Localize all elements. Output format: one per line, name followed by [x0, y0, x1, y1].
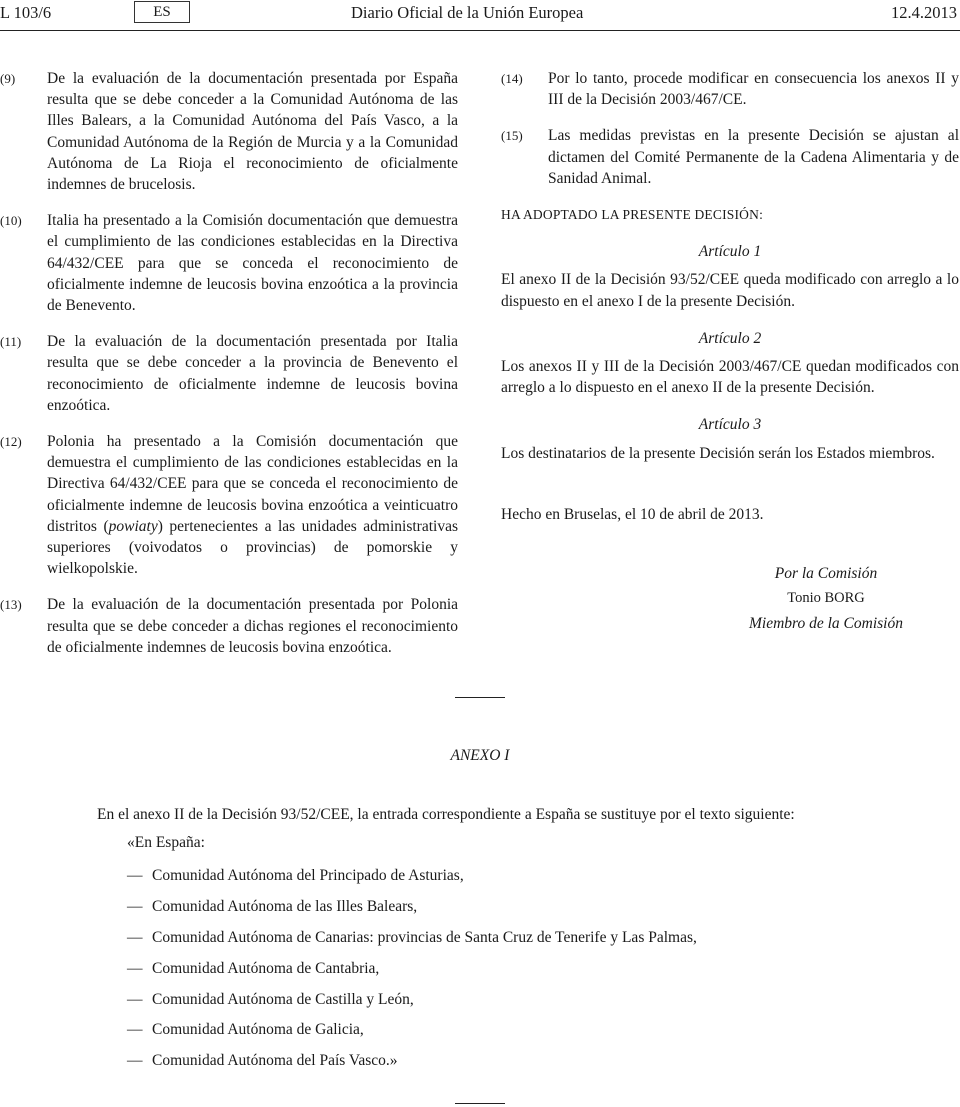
annex-list	[97, 865, 947, 1071]
recital-number: (15)	[501, 128, 523, 144]
recital-number: (9)	[0, 71, 16, 86]
recital-text-italic: powiaty	[108, 517, 158, 535]
dash-marker: —	[127, 990, 143, 1008]
list-item	[127, 927, 947, 948]
article-text: Los destinatarios de la presente Decisión serán los Estados miembros.	[501, 444, 935, 462]
recital	[0, 594, 458, 658]
article-text: El anexo II de la Decisión 93/52/CEE queda modificado con arreglo a lo dispuesto en el anexo I de la presente Decisión.	[501, 271, 959, 310]
recital-number: (14)	[501, 71, 523, 86]
list-item-text: Comunidad Autónoma de Galicia,	[152, 1021, 364, 1039]
recital-number: (13)	[0, 597, 22, 613]
signatory-name: Tonio BORG	[787, 590, 865, 607]
list-item	[127, 865, 947, 886]
recital-text: Por lo tanto, procede modificar en consecuencia los anexos II y III de la Decisión 2003/467/CE.	[548, 70, 959, 109]
annex-title: ANEXO I	[450, 747, 510, 764]
recital-number: (12)	[0, 434, 22, 450]
header-rule	[0, 30, 960, 31]
language-badge: ES	[134, 1, 190, 23]
done-at-line: Hecho en Bruselas, el 10 de abril de 2013.	[501, 505, 764, 523]
recital	[501, 68, 959, 110]
list-item	[127, 896, 947, 917]
right-column	[501, 68, 959, 635]
list-item-text: Comunidad Autónoma de Canarias: provincias de Santa Cruz de Tenerife y Las Palmas,	[152, 928, 697, 946]
list-item	[127, 1050, 947, 1071]
recital-text: De la evaluación de la documentación presentada por Italia resulta que se debe conceder a la provincia de Benevento el reconocimiento de oficialmente indemne de leucosis bovina enzoótica.	[47, 333, 458, 414]
list-item-text: Comunidad Autónoma del País Vasco.»	[152, 1052, 398, 1070]
list-item	[127, 958, 947, 979]
annex-lead: «En España:	[127, 834, 205, 851]
recital-text: De la evaluación de la documentación presentada por Polonia resulta que se debe conceder a dichas regiones el reconocimiento de oficialmente indemnes de leucosis bovina enzoótica.	[47, 596, 458, 656]
list-item-text: Comunidad Autónoma del Principado de Asturias,	[152, 867, 464, 884]
dash-marker: —	[127, 1052, 143, 1070]
list-item-text: Comunidad Autónoma de Castilla y León,	[152, 990, 414, 1008]
recital-text-part: ) pertenecientes a las unidades administrativas superiores (voivodatos o provincias) de pomorskie y wielkopolskie.	[47, 517, 458, 578]
signatory-role: Miembro de la Comisión	[749, 615, 903, 633]
dash-marker: —	[127, 959, 143, 977]
recital	[0, 331, 458, 416]
article-text: Los anexos II y III de la Decisión 2003/467/CE quedan modificados con arreglo a lo dispuesto en el anexo II de la presente Decisión.	[501, 358, 959, 397]
recital-number: (10)	[0, 213, 22, 229]
page-reference: L 103/6	[0, 3, 52, 22]
list-item	[127, 989, 947, 1010]
annex-body	[97, 804, 947, 1081]
recital-text: Las medidas previstas en la presente Decisión se ajustan al dictamen del Comité Permanente de la Cadena Alimentaria y de Sanidad Animal.	[548, 127, 959, 187]
recital	[0, 431, 458, 579]
publication-date: 12.4.2013	[891, 3, 957, 22]
dash-marker: —	[127, 897, 143, 915]
article-title: Artículo 3	[698, 416, 762, 434]
page-header	[0, 0, 960, 30]
annex-intro: En el anexo II de la Decisión 93/52/CEE, la entrada correspondiente a España se sustituye por el texto siguiente:	[97, 806, 795, 823]
journal-title: Diario Oficial de la Unión Europea	[351, 3, 584, 22]
signature-block	[691, 563, 960, 635]
dash-marker: —	[127, 867, 143, 884]
dash-marker: —	[127, 928, 143, 946]
recital-text: Italia ha presentado a la Comisión documentación que demuestra el cumplimiento de las condiciones establecidas en la Directiva 64/432/CEE para que se conceda el reconocimiento de oficialmente indemne de leucosis bovina enzoótica a la provincia de Benevento.	[47, 212, 458, 315]
recital-text-part: Polonia ha presentado a la Comisión documentación que demuestra el cumplimiento de las condiciones establecidas en la Directiva 64/432/CEE para que se conceda el reconocimiento de oficialmente indemne de leucosis bovina enzoótica a veinticuatro distritos (	[47, 433, 458, 535]
left-column	[0, 68, 458, 673]
adoption-formula: HA ADOPTADO LA PRESENTE DECISIÓN:	[501, 207, 764, 223]
list-item-text: Comunidad Autónoma de las Illes Balears,	[152, 897, 418, 915]
recital-number: (11)	[0, 334, 22, 350]
section-separator	[455, 697, 505, 698]
recital-text: De la evaluación de la documentación presentada por España resulta que se debe conceder a la Comunidad Autónoma de las Illes Balears, a la Comunidad Autónoma del País Vasco, a la Comunidad Autónoma de la Región de Murcia y a la Comunidad Autónoma de La Rioja el reconocimiento de oficialmente indemnes de brucelosis.	[47, 70, 458, 194]
article-title: Artículo 2	[698, 329, 762, 347]
recital	[501, 125, 959, 189]
recital	[0, 68, 458, 195]
recital-text	[47, 431, 458, 579]
list-item	[127, 1019, 947, 1040]
section-separator	[455, 1103, 505, 1104]
list-item-text: Comunidad Autónoma de Cantabria,	[152, 959, 380, 977]
recital	[0, 210, 458, 316]
dash-marker: —	[127, 1021, 143, 1039]
article-title: Artículo 1	[698, 243, 762, 261]
signature-for: Por la Comisión	[774, 565, 878, 583]
